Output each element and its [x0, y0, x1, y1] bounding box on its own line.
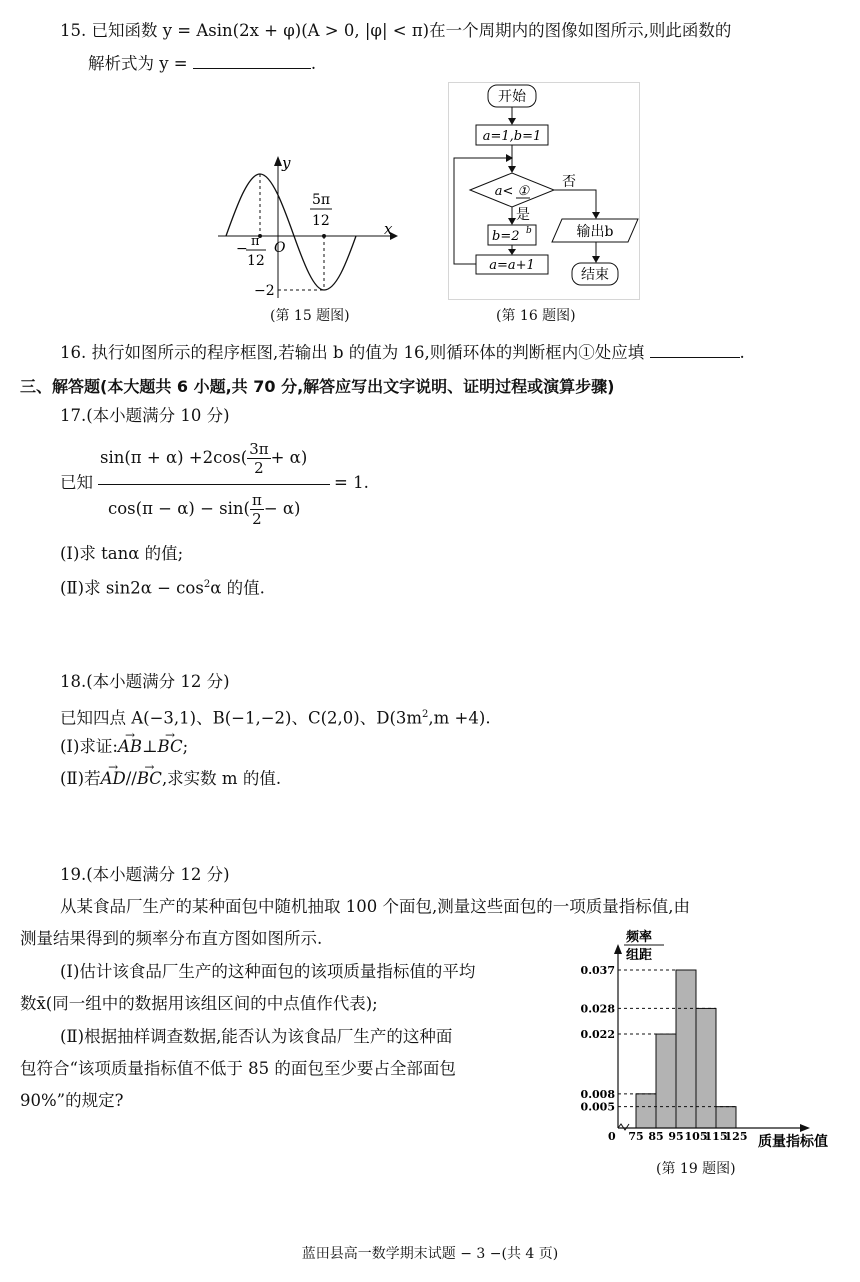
- q16-answer-blank: [650, 341, 740, 358]
- q18-given: 已知四点 A(−3,1)、B(−1,−2)、C(2,0)、$D(3m^2,m +4)$.: [60, 708, 491, 728]
- svg-text:a=1,b=1: a=1,b=1: [482, 129, 542, 144]
- hist-xtick-label: 105: [684, 1130, 708, 1143]
- section3-heading: 三、解答题(本大题共 6 小题,共 70 分,解答应写出文字说明、证明过程或演算步骤): [20, 377, 615, 396]
- hist-xtick-label: 85: [648, 1130, 664, 1143]
- vector-ad: → AD: [101, 768, 126, 790]
- q17-part1: (Ⅰ)求 tanα 的值;: [60, 544, 184, 563]
- q15-line1: 15. 已知函数 y = Asin(2x + φ)(A > 0, |φ| < π)在一个周期内的图像如图所示,则此函数的: [60, 21, 732, 40]
- hist-ytick-label: 0.008: [580, 1087, 615, 1101]
- q19-line6: 包符合“该项质量指标值不低于 85 的面包至少要占全部面包: [20, 1059, 456, 1078]
- hist-bar: [676, 970, 696, 1128]
- hist-xtick-label: 95: [668, 1130, 684, 1143]
- q17-fraction-bar: [98, 484, 330, 485]
- q19-histogram: [578, 928, 844, 1154]
- q18-part1: (Ⅰ)求证:→ AB⊥→ BC;: [60, 736, 188, 758]
- sine-curve: [226, 174, 356, 290]
- hist-xtick-label: 115: [704, 1130, 728, 1143]
- q15-caption: (第 15 题图): [270, 308, 350, 324]
- q19-line2: 测量结果得到的频率分布直方图如图所示.: [20, 929, 323, 948]
- q15-line2-text: 解析式为 y =: [88, 54, 188, 73]
- q15-sine-graph: [218, 150, 398, 300]
- axis-break: [618, 1124, 629, 1130]
- q18-part2: (Ⅱ)若→ AD//→ BC,求实数 m 的值.: [60, 768, 281, 790]
- hist-y-arrow: [614, 944, 622, 954]
- q15-line2-end: .: [310, 54, 317, 73]
- y-axis-arrow: [274, 156, 282, 166]
- svg-text:结束: 结束: [581, 267, 609, 283]
- right-tick-num: 5π: [312, 192, 331, 208]
- q17-equals: = 1.: [334, 473, 369, 492]
- hist-bar: [656, 1034, 676, 1128]
- hist-bar: [696, 1008, 716, 1128]
- q16-text: 16. 执行如图所示的程序框图,若输出 b 的值为 16,则循环体的判断框内①处应填 .: [60, 343, 745, 362]
- q15-line2: [88, 52, 316, 75]
- q17-title: 17.(本小题满分 10 分): [60, 406, 230, 425]
- flow-no: 否: [562, 174, 576, 190]
- hist-ytick-label: 0.005: [580, 1100, 615, 1114]
- min-label: −2: [254, 283, 275, 299]
- q16-flowchart: [448, 82, 640, 300]
- flow-yes: 是: [516, 207, 530, 223]
- q19-caption: (第 19 题图): [656, 1161, 736, 1177]
- q17-denominator: cos(π − α) − sin( $\frac{\pi}{2}$ − α): [108, 491, 301, 528]
- hist-ytick-label: 0.022: [580, 1028, 615, 1042]
- svg-text:开始: 开始: [498, 89, 526, 105]
- q17-given: 已知: [60, 473, 93, 492]
- q18-title: 18.(本小题满分 12 分): [60, 672, 230, 691]
- q19-title: 19.(本小题满分 12 分): [60, 865, 230, 884]
- vector-ab: → AB: [118, 736, 142, 758]
- hist-ylabel-num: 频率: [626, 930, 653, 945]
- q19-line3: (Ⅰ)估计该食品厂生产的这种面包的该项质量指标值的平均: [60, 962, 476, 981]
- hist-origin: 0: [608, 1130, 616, 1143]
- left-tick-num: π: [251, 234, 260, 249]
- hist-x-arrow: [800, 1124, 810, 1132]
- hist-bar: [716, 1107, 736, 1128]
- q19-line7: 90%”的规定?: [20, 1091, 124, 1110]
- q15-answer-blank: [193, 52, 311, 69]
- hist-bar: [636, 1094, 656, 1128]
- right-point: [322, 234, 326, 238]
- y-label: y: [282, 154, 291, 172]
- vector-bc-2: → BC: [137, 768, 162, 790]
- svg-text:输出b: 输出b: [576, 224, 614, 240]
- svg-text:b: b: [526, 226, 532, 236]
- right-tick-den: 12: [312, 213, 330, 229]
- q19-line5: (Ⅱ)根据抽样调查数据,能否认为该食品厂生产的这种面: [60, 1027, 453, 1046]
- svg-text:a=a+1: a=a+1: [489, 258, 535, 273]
- x-label: x: [384, 220, 393, 238]
- q19-line4: 数x̄(同一组中的数据用该组区间的中点值作代表);: [20, 994, 378, 1013]
- hist-ytick-label: 0.028: [580, 1002, 615, 1016]
- q19-line1: 从某食品厂生产的某种面包中随机抽取 100 个面包,测量这些面包的一项质量指标值,由: [60, 897, 690, 916]
- hist-xlabel: 质量指标值: [758, 1134, 828, 1150]
- left-tick-sign: −: [236, 241, 248, 257]
- svg-text:a< ①: a< ①: [494, 184, 530, 199]
- left-tick-den: 12: [247, 253, 265, 269]
- origin-label: O: [274, 240, 286, 256]
- svg-text:b=2: b=2: [492, 229, 520, 244]
- vector-bc: → BC: [158, 736, 183, 758]
- q17-part2: (Ⅱ)求 $\sin 2\alpha - \cos^2\alpha$ 的值.: [60, 578, 265, 598]
- q17-numerator: sin(π + α) +2cos( $\frac{3\pi}{2}$ + α): [100, 440, 308, 477]
- q16-caption: (第 16 题图): [496, 308, 576, 324]
- hist-xtick-label: 75: [628, 1130, 644, 1143]
- hist-xtick-label: 125: [724, 1130, 748, 1143]
- hist-ytick-label: 0.037: [580, 964, 615, 977]
- page-footer: 蓝田县高一数学期末试题 − 3 −(共 4 页): [301, 1246, 559, 1262]
- hist-ylabel-den: 组距: [626, 948, 653, 963]
